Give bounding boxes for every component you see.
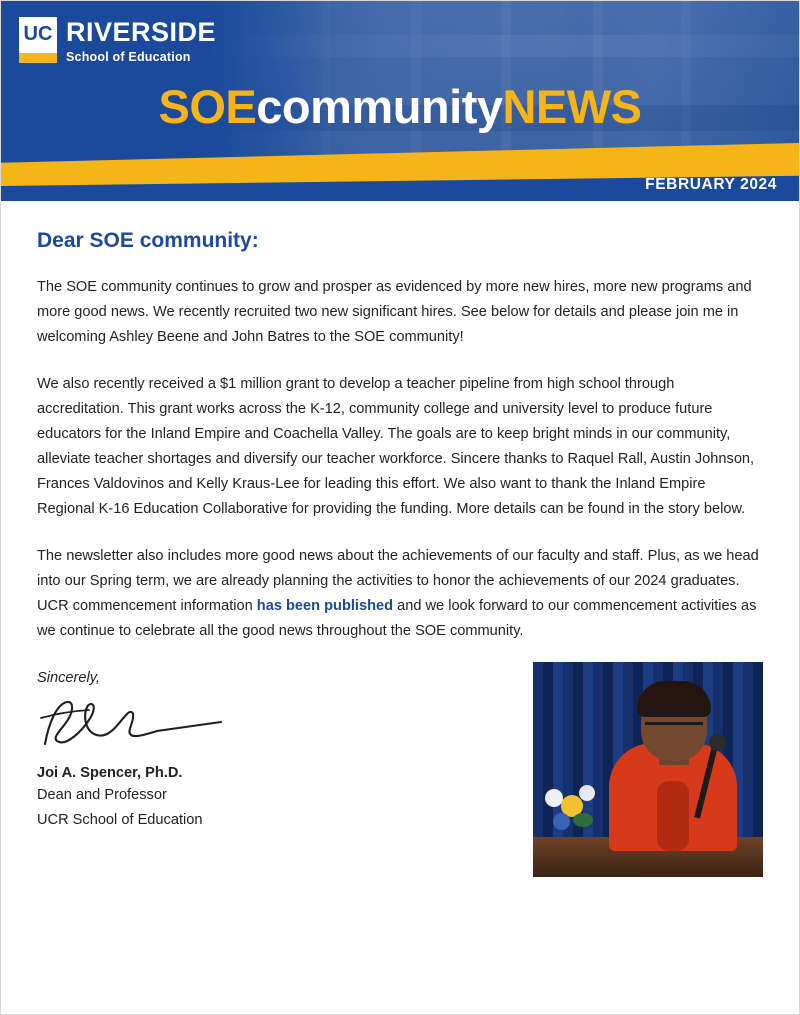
signature-block [37,670,763,880]
logo-riverside-text: RIVERSIDE [66,17,217,47]
title-part-soe: SOE [158,80,257,133]
photo-flower-bouquet [545,785,601,843]
letter-paragraph-3 [37,544,763,644]
paragraph-3-text-before: The newsletter also includes more good news about the achievements of our faculty and staff. Plus, as we head into our Spring term, we are already planning the activities to honor the achievements of our 2024 graduates. UCR commencement information [37,548,759,614]
handwritten-signature-icon [35,692,225,754]
signer-organization: UCR School of Education [37,812,203,828]
uc-monogram-icon: UC [19,17,57,63]
paragraph-3-text-after: and we look forward to our commencement activities as we continue to celebrate all the good news throughout the SOE community. [37,598,757,639]
dean-photo [533,662,763,877]
letter-paragraph-2: We also recently received a $1 million grant to develop a teacher pipeline from high school through accreditation. This grant works across the K-12, community college and university level to produce future educators for the Inland Empire and Coachella Valley. The goals are to keep bright minds in our community, alleviate teacher shortages and diversify our teacher workforce. Sincere thanks to Raquel Rall, Austin Johnson, Frances Valdovinos and Kelly Kraus-Lee for leading this effort. We also want to thank the Inland Empire Regional K-16 Education Collaborative for providing the funding. More details can be found in the story below. [37,376,755,517]
photo-microphone-head [709,734,726,751]
letter-closing: Sincerely, [37,670,100,686]
photo-dean-glasses [645,712,703,725]
signer-name: Joi A. Spencer, Ph.D. [37,765,183,781]
letter-paragraph-1: The SOE community continues to grow and prosper as evidenced by more new hires, more new programs and more good news. We recently recruited two new significant hires. See below for details and please join me in welcoming Ashley Beene and John Batres to the SOE community! [37,279,752,345]
masthead [1,1,799,201]
commencement-link[interactable]: has been published [256,598,394,614]
issue-date: FEBRUARY 2024 [645,176,777,193]
photo-dean-shirt [657,781,689,851]
ucr-logo[interactable] [19,17,216,64]
title-part-news: NEWS [502,80,642,133]
newsletter-title [1,79,799,134]
logo-school-text: School of Education [66,50,191,64]
letter-body [1,201,799,880]
letter-greeting: Dear SOE community: [37,229,259,252]
title-part-community: community [256,80,503,133]
signer-title: Dean and Professor [37,787,167,803]
